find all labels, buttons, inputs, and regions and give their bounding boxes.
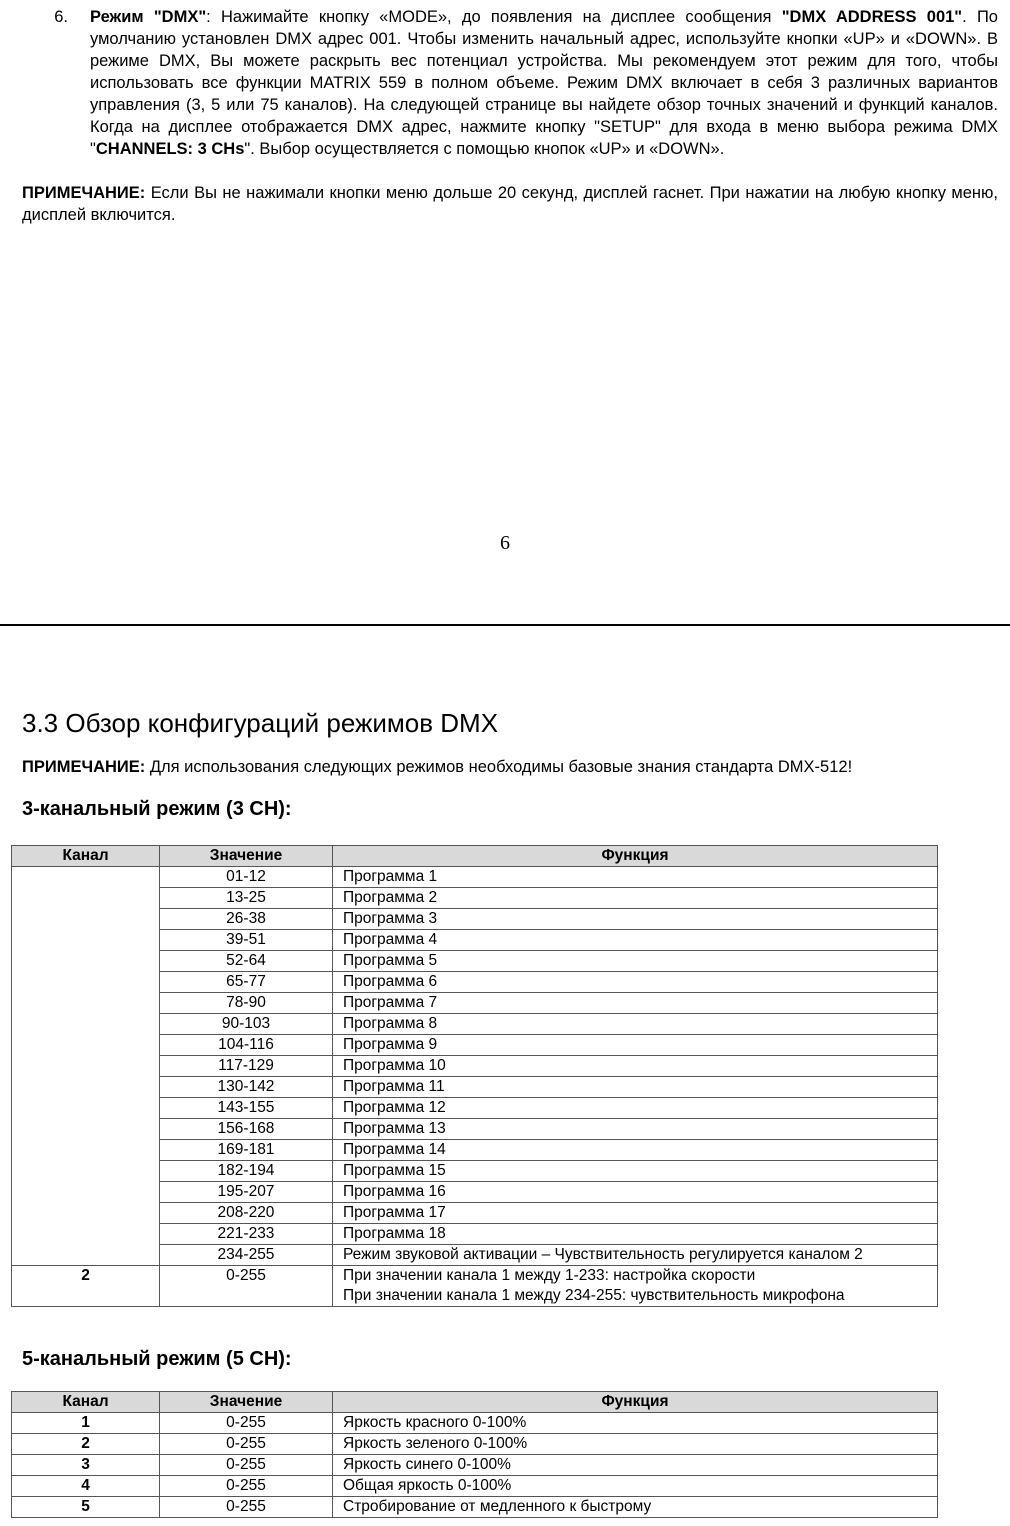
- table-row: [12, 1434, 938, 1455]
- cell-function: Программа 4: [333, 930, 938, 951]
- cell-value: 234-255: [160, 1245, 333, 1266]
- cell-value: 52-64: [160, 951, 333, 972]
- cell-function: Стробирование от медленного к быстрому: [333, 1497, 938, 1518]
- cell-function: Яркость синего 0-100%: [333, 1455, 938, 1476]
- cell-value: 65-77: [160, 972, 333, 993]
- dmx-address-message: "DMX ADDRESS 001": [781, 8, 963, 26]
- cell-value: 0-255: [160, 1476, 333, 1497]
- note-text: Для использования следующих режимов необходимы базовые знания стандарта DMX-512!: [145, 758, 853, 776]
- cell-function: Программа 18: [333, 1224, 938, 1245]
- list-item-number: 6.: [54, 8, 68, 26]
- cell-value: 13-25: [160, 888, 333, 909]
- cell-value: 208-220: [160, 1203, 333, 1224]
- mode3-table-body: [12, 867, 938, 1307]
- cell-value: 169-181: [160, 1140, 333, 1161]
- cell-channel: 5: [12, 1497, 160, 1518]
- cell-channel: 4: [12, 1476, 160, 1497]
- cell-value: 143-155: [160, 1098, 333, 1119]
- cell-value: 156-168: [160, 1119, 333, 1140]
- cell-value: 39-51: [160, 930, 333, 951]
- cell-function: При значении канала 1 между 234-255: чувствительность микрофона: [333, 1286, 938, 1307]
- table-header-row: [12, 846, 938, 867]
- cell-channel: 2: [12, 1266, 160, 1307]
- cell-function: Программа 15: [333, 1161, 938, 1182]
- dmx-mode-label: Режим "DMX": [90, 8, 207, 26]
- cell-function: Общая яркость 0-100%: [333, 1476, 938, 1497]
- table-row: [12, 1413, 938, 1434]
- mode5-title: 5-канальный режим (5 CH):: [22, 1348, 292, 1370]
- cell-value: 90-103: [160, 1014, 333, 1035]
- cell-value: 0-255: [160, 1266, 333, 1307]
- section-title: 3.3 Обзор конфигураций режимов DMX: [22, 708, 499, 738]
- cell-function: Программа 12: [333, 1098, 938, 1119]
- page-top-text: [22, 6, 998, 226]
- cell-value: 78-90: [160, 993, 333, 1014]
- channels-message: CHANNELS: 3 CHs: [95, 140, 245, 158]
- item6-text-c: ". Выбор осуществляется с помощью кнопок «UP» и «DOWN».: [244, 140, 725, 158]
- cell-value: 182-194: [160, 1161, 333, 1182]
- table-row: [12, 1476, 938, 1497]
- cell-channel: 2: [12, 1434, 160, 1455]
- cell-channel: [12, 867, 160, 1266]
- cell-value: 104-116: [160, 1035, 333, 1056]
- cell-value: 0-255: [160, 1413, 333, 1434]
- item6-text-a: : Нажимайте кнопку «MODE», до появления на дисплее сообщения: [206, 8, 782, 26]
- header-function: Функция: [333, 846, 938, 867]
- note-display-timeout: [22, 182, 998, 226]
- table-row: [12, 1497, 938, 1518]
- cell-value: 117-129: [160, 1056, 333, 1077]
- cell-function: Программа 6: [333, 972, 938, 993]
- cell-function: Программа 16: [333, 1182, 938, 1203]
- cell-value: 221-233: [160, 1224, 333, 1245]
- cell-function: Программа 7: [333, 993, 938, 1014]
- header-function: Функция: [333, 1392, 938, 1413]
- cell-function: Программа 10: [333, 1056, 938, 1077]
- cell-function: При значении канала 1 между 1-233: настройка скорости: [333, 1266, 938, 1287]
- cell-value: 26-38: [160, 909, 333, 930]
- cell-function: Яркость зеленого 0-100%: [333, 1434, 938, 1455]
- cell-value: 195-207: [160, 1182, 333, 1203]
- cell-function: Программа 3: [333, 909, 938, 930]
- table-header-row: [12, 1392, 938, 1413]
- cell-function: Режим звуковой активации – Чувствительность регулируется каналом 2: [333, 1245, 938, 1266]
- table-row: [12, 867, 938, 888]
- note-label: ПРИМЕЧАНИЕ:: [22, 758, 146, 776]
- cell-function: Программа 2: [333, 888, 938, 909]
- page-divider: [0, 624, 1010, 626]
- item6-text-b: . По умолчанию установлен DMX адрес 001. Чтобы изменить начальный адрес, используйте кнопки «UP» и «DOWN». В режиме DMX, Вы можете раскрыть вес потенциал устройства. Мы рекомендуем этот режим для того, чтобы использовать все функции MATRIX 559 в полном объеме. Режим DMX включает в себя 3 различных вариантов управления (3, 5 или 75 каналов). На следующей странице вы найдете обзор точных значений и функций каналов. Когда на дисплее отображается DMX адрес, нажмите кнопку "SETUP" для входа в меню выбора режима DMX ": [90, 8, 998, 158]
- cell-function: Программа 11: [333, 1077, 938, 1098]
- mode5-table-body: [12, 1413, 938, 1518]
- header-value: Значение: [160, 846, 333, 867]
- table-row: [12, 1266, 938, 1287]
- cell-function: Программа 17: [333, 1203, 938, 1224]
- mode3-table: [11, 845, 938, 1307]
- cell-function: Яркость красного 0-100%: [333, 1413, 938, 1434]
- mode5-table: [11, 1391, 938, 1518]
- cell-value: 01-12: [160, 867, 333, 888]
- cell-function: Программа 1: [333, 867, 938, 888]
- cell-value: 0-255: [160, 1455, 333, 1476]
- cell-value: 130-142: [160, 1077, 333, 1098]
- table-row: [12, 1455, 938, 1476]
- cell-function: Программа 5: [333, 951, 938, 972]
- header-channel: Канал: [12, 1392, 160, 1413]
- note-label: ПРИМЕЧАНИЕ:: [22, 184, 146, 202]
- cell-value: 0-255: [160, 1497, 333, 1518]
- cell-value: 0-255: [160, 1434, 333, 1455]
- list-item-6: [22, 6, 998, 160]
- cell-function: Программа 13: [333, 1119, 938, 1140]
- page-number: 6: [500, 532, 510, 554]
- mode3-title: 3-канальный режим (3 CH):: [22, 798, 292, 820]
- list-item-body: [90, 6, 998, 160]
- note-text: Если Вы не нажимали кнопки меню дольше 20 секунд, дисплей гаснет. При нажатии на любую кнопку меню, дисплей включится.: [22, 184, 998, 224]
- note-dmx512: [22, 758, 852, 777]
- header-value: Значение: [160, 1392, 333, 1413]
- cell-channel: 1: [12, 1413, 160, 1434]
- header-channel: Канал: [12, 846, 160, 867]
- cell-function: Программа 8: [333, 1014, 938, 1035]
- cell-function: Программа 14: [333, 1140, 938, 1161]
- cell-channel: 3: [12, 1455, 160, 1476]
- cell-function: Программа 9: [333, 1035, 938, 1056]
